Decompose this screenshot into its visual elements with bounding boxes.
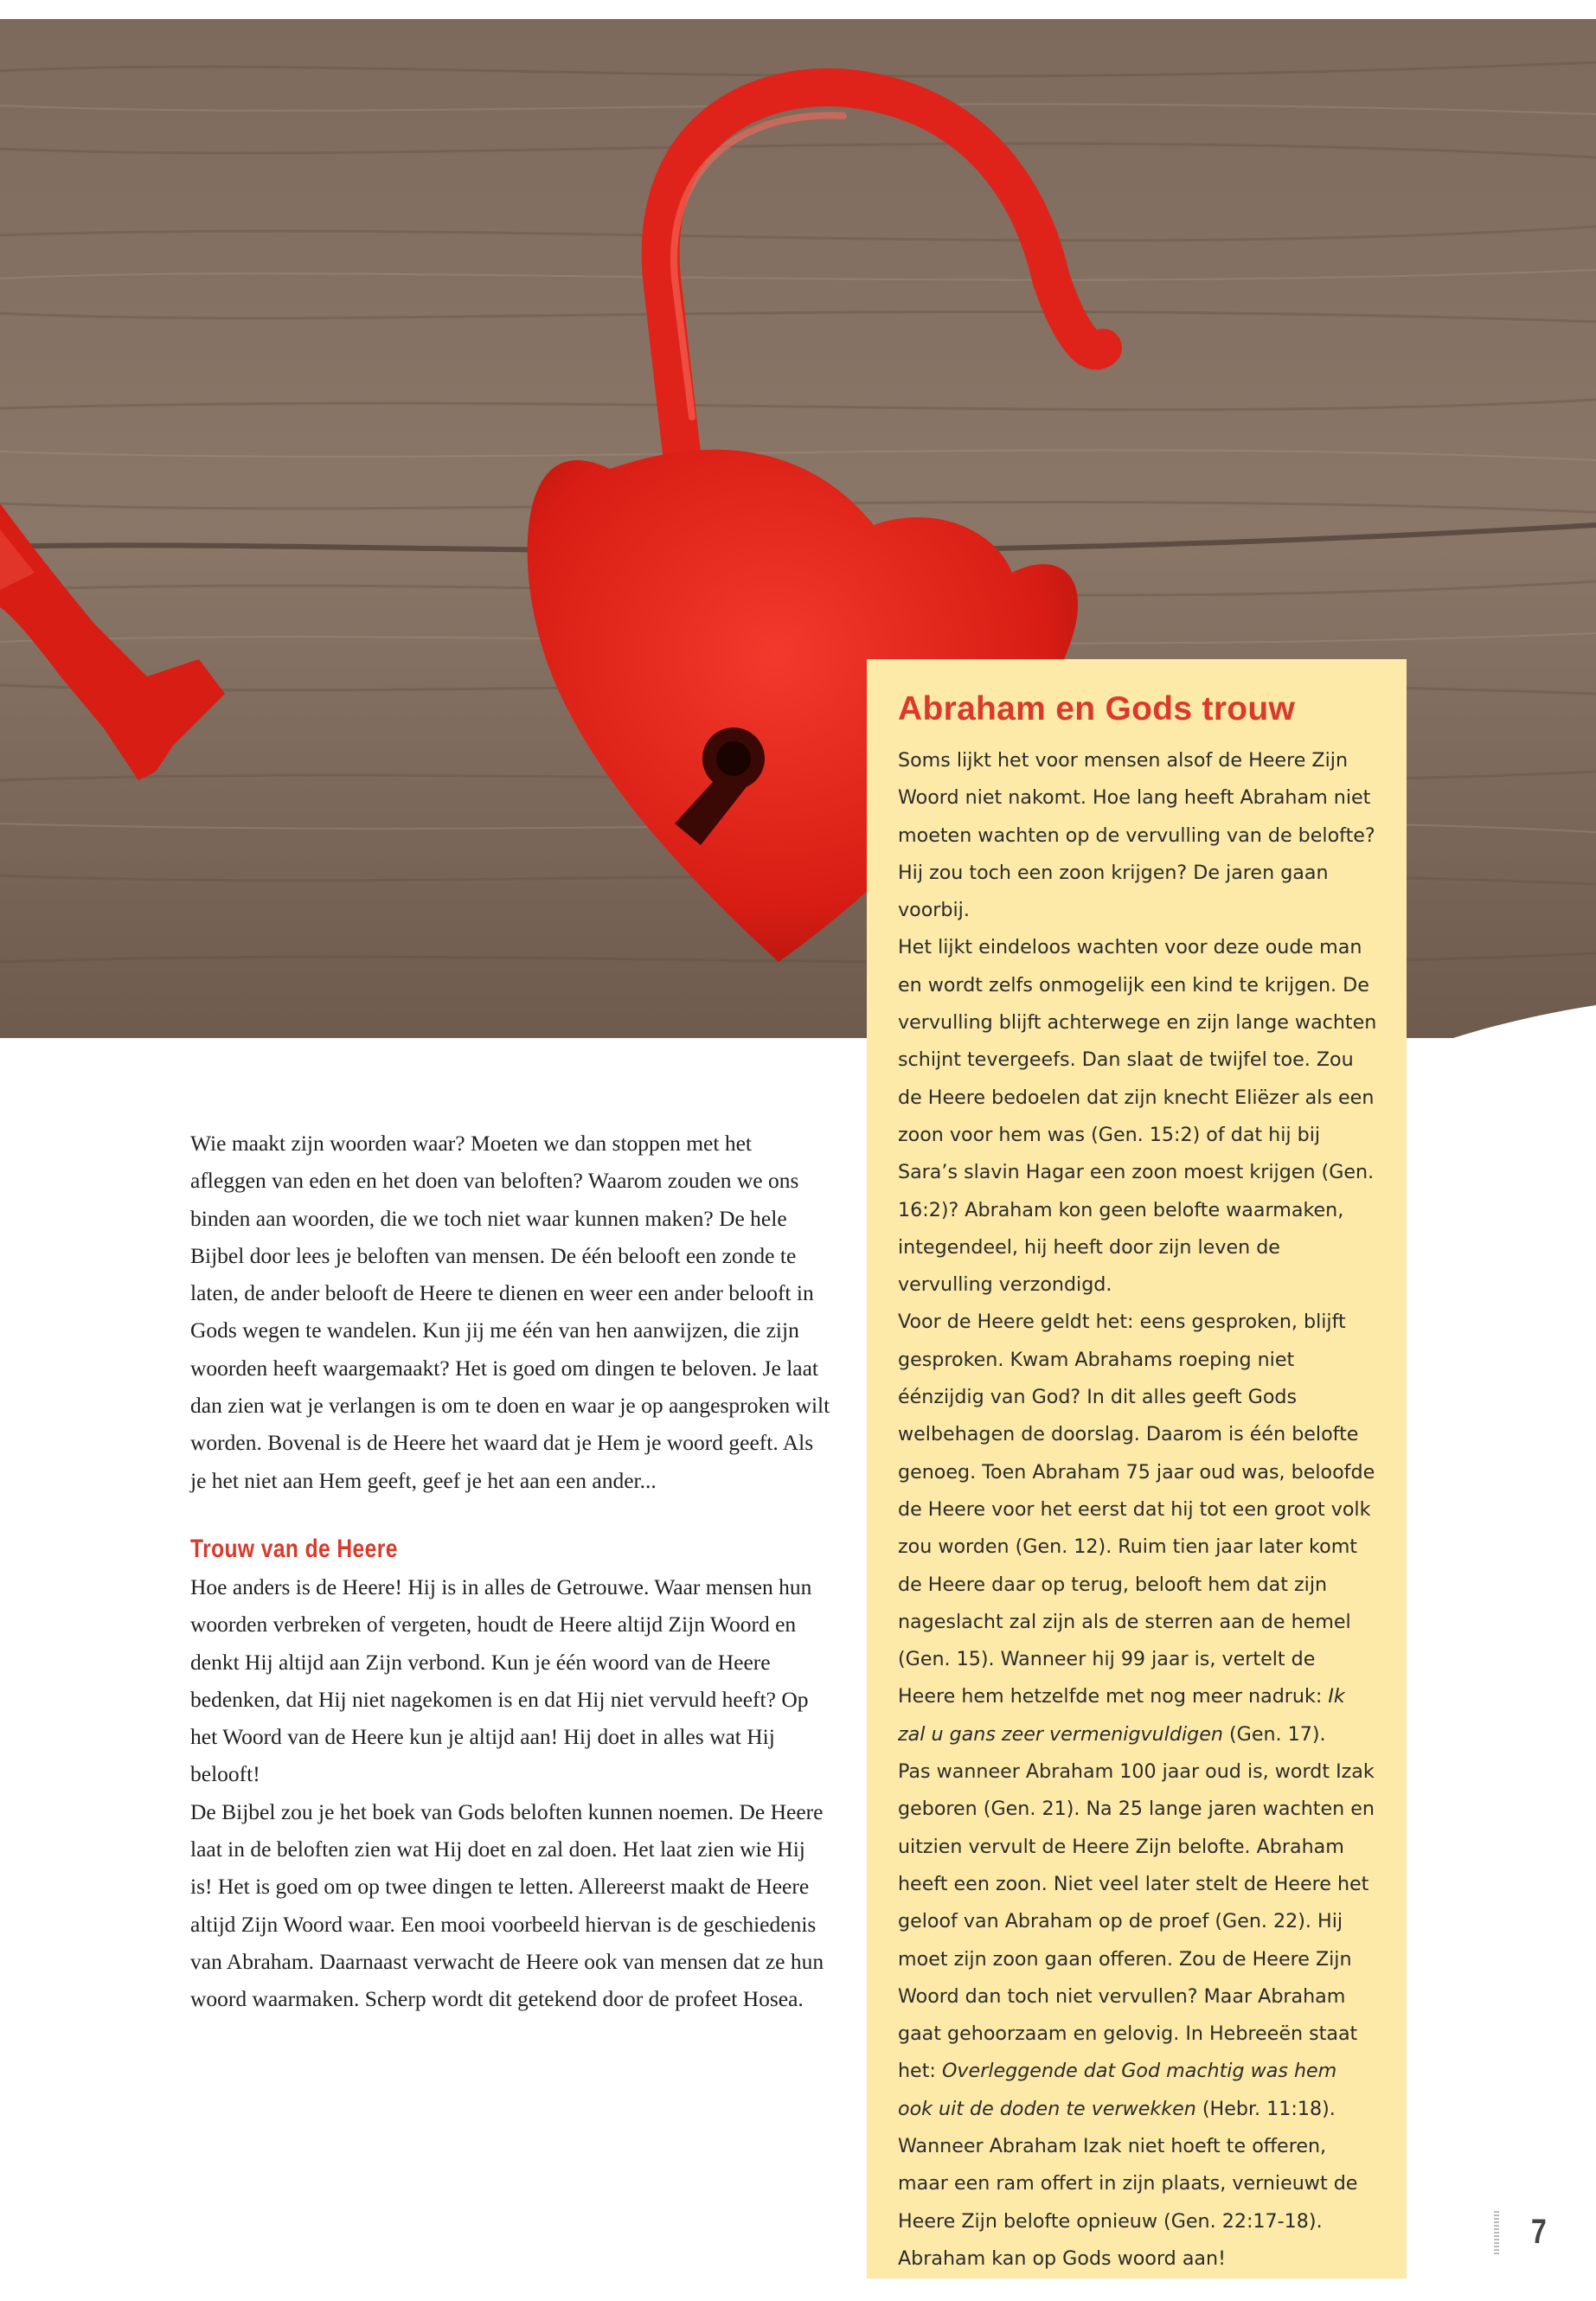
sidebar-text: Pas wanneer Abraham 100 jaar oud is, wordt Izak geboren (Gen. 21). Na 25 lange jaren wachten en uitzien vervult de Heere Zijn belofte. Abraham heeft een zoon. Niet veel later stelt de Heere het geloof van Abraham op de proef (Gen. 22). Hij moet zijn zoon gaan offeren. Zou de Heere Zijn Woord dan toch niet vervullen? Maar Abraham gaat gehoorzaam en gelovig. In Hebreeën staat het: (898, 1760, 1375, 2083)
body-paragraph-2: De Bijbel zou je het boek van Gods beloften kunnen noemen. De Heere laat in de beloften zien wat Hij doet en zal doen. Het laat zien wie Hij is! Het is goed om op twee dingen te letten. Allereerst maakt de Heere altijd Zijn Woord waar. Een mooi voorbeeld hiervan is de geschiedenis van Abraham. Daarnaast verwacht de Heere ook van mensen dat ze hun woord waarmaken. Scherp wordt dit getekend door de profeet Hosea. (190, 1798, 824, 2012)
sidebar-title: Abraham en Gods trouw (898, 690, 1296, 727)
page-number: 7 (1531, 2213, 1547, 2251)
sidebar-box (867, 659, 1407, 2279)
sidebar-text: Voor de Heere geldt het: eens gesproken, blijft gesproken. Kwam Abrahams roeping niet éénzijdig van God? In dit alles geeft Gods welbehagen de doorslag. Daarom is één belofte genoeg. Toen Abraham 75 jaar oud was, beloofde de Heere voor het eerst dat hij tot een groot volk zou worden (Gen. 12). Ruim tien jaar later komt de Heere daar op terug, belooft hem dat zijn nageslacht zal zijn als de sterren aan de hemel (Gen. 15). Wanneer hij 99 jaar is, vertelt de Heere hem hetzelfde met nog meer nadruk: (898, 1311, 1375, 1708)
sidebar-text: (Gen. 17). (1222, 1722, 1326, 1746)
intro-paragraph: Wie maakt zijn woorden waar? Moeten we dan stoppen met het afleggen van eden en het doen van beloften? Waarom zouden we ons binden aan woorden, die we toch niet waar kunnen maken? De hele Bijbel door lees je beloften van mensen. De één belooft een zonde te laten, de ander belooft de Heere te dienen en weer een ander belooft in Gods wegen te wandelen. Kun jij me één van hen aanwijzen, die zijn woorden heeft waargemaakt? Het is goed om dingen te beloven. Je laat dan zien wat je verlangen is om te doen en waar je op aangesproken wilt worden. Bovenal is de Heere het waard dat je Hem je woord geeft. Als je het niet aan Hem geeft, geef je het aan een ander... (190, 1131, 830, 1493)
sidebar-text: (Hebr. 11:18). Wanneer Abraham Izak niet hoeft te offeren, maar een ram offert in zijn plaats, vernieuwt de Heere Zijn belofte opnieuw (Gen. 22:17-18). Abraham kan op Gods woord aan! (898, 2097, 1358, 2270)
scripture-quote: Overleggende dat God machtig was hem ook uit de doden te verwekken (898, 2060, 1337, 2120)
sidebar-paragraph-3 (898, 1304, 1377, 1753)
page-marker (1494, 2211, 1499, 2254)
body-paragraph-1: Hoe anders is de Heere! Hij is in alles de Getrouwe. Waar mensen hun woorden verbreken of vergeten, houdt de Heere altijd Zijn Woord en denkt Hij altijd aan Zijn verbond. Kun je één woord van de Heere bedenken, dat Hij niet nagekomen is en dat Hij niet vervuld heeft? Op het Woord van de Heere kun je altijd aan! Hij doet in alles wat Hij belooft! (190, 1574, 812, 1787)
scripture-quote: Ik zal u gans zeer vermenigvuldigen (898, 1685, 1345, 1746)
section-heading: Trouw van de Heere (190, 1534, 398, 1563)
sidebar-paragraph-1: Soms lijkt het voor mensen alsof de Heere Zijn Woord niet nakomt. Hoe lang heeft Abraham niet moeten wachten op de vervulling van de belofte? Hij zou toch een zoon krijgen? De jaren gaan voorbij. (898, 749, 1375, 922)
sidebar-paragraph-2: Het lijkt eindeloos wachten voor deze oude man en wordt zelfs onmogelijk een kind te krijgen. De vervulling blijft achterwege en zijn lange wachten schijnt tevergeefs. Dan slaat de twijfel toe. Zou de Heere bedoelen dat zijn knecht Eliëzer als een zoon voor hem was (Gen. 15:2) of dat hij bij Sara’s slavin Hagar een zoon moest krijgen (Gen. 16:2)? Abraham kon geen belofte waarmaken, integendeel, hij heeft door zijn leven de vervulling verzondigd. (898, 936, 1377, 1297)
sidebar-paragraph-4 (898, 1753, 1377, 2278)
article-body (190, 1125, 830, 2018)
